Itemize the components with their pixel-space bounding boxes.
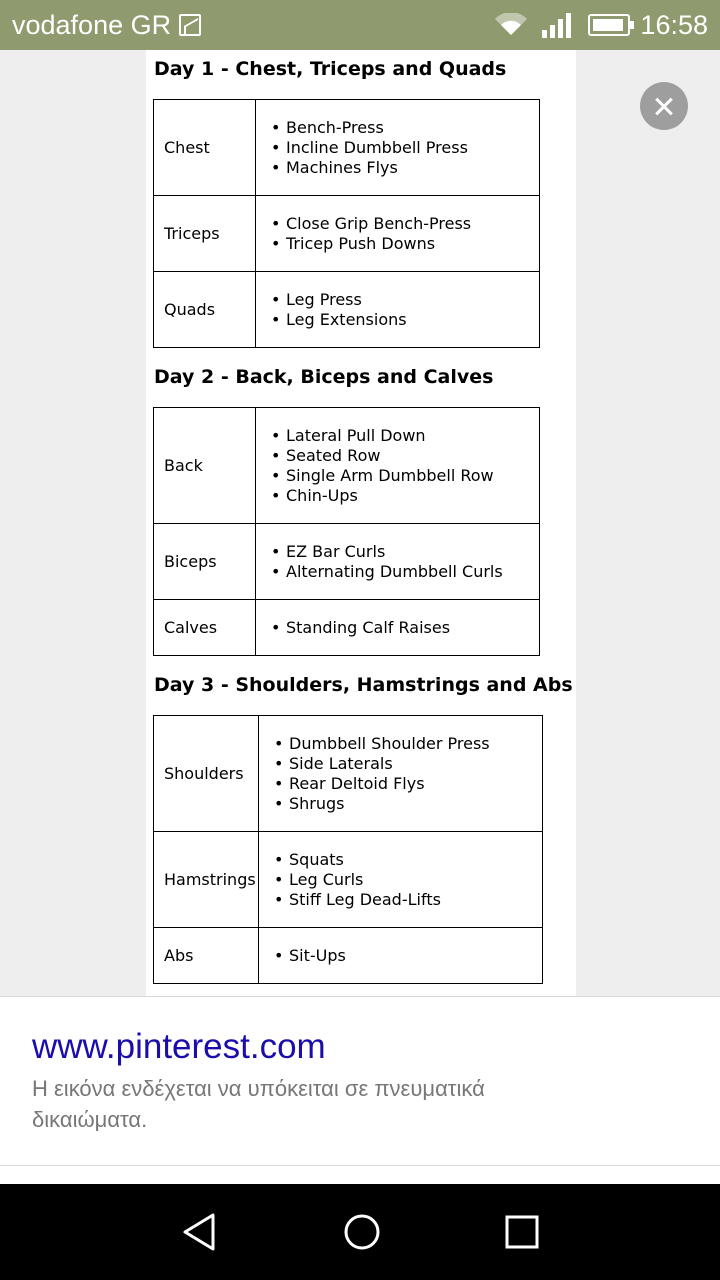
exercise-cell: [259, 928, 543, 984]
recents-button[interactable]: [500, 1210, 544, 1254]
back-triangle-icon: [185, 1215, 213, 1249]
clock: 16:58: [640, 9, 708, 40]
recents-square-icon: [507, 1217, 537, 1247]
table-row: [154, 524, 540, 600]
day-3-title: Day 3 - Shoulders, Hamstrings and Abs: [154, 674, 573, 696]
workout-image[interactable]: [146, 50, 576, 996]
status-bar: [0, 0, 720, 50]
source-info-panel: [0, 996, 720, 1184]
list-item: • Leg Curls: [289, 870, 542, 890]
list-item: • Sit-Ups: [289, 946, 542, 966]
table-row: [154, 196, 540, 272]
list-item: • Side Laterals: [289, 754, 542, 774]
exercise-cell: [256, 408, 540, 524]
list-item: • Leg Press: [286, 290, 539, 310]
table-row: [154, 600, 540, 656]
muscle-cell: Quads: [154, 272, 256, 348]
list-item: • Standing Calf Raises: [286, 618, 539, 638]
table-row: [154, 832, 543, 928]
muscle-cell: Hamstrings: [154, 832, 259, 928]
muscle-cell: Abs: [154, 928, 259, 984]
table-row: [154, 928, 543, 984]
close-button[interactable]: [640, 82, 688, 130]
day-1-title: Day 1 - Chest, Triceps and Quads: [154, 58, 507, 80]
muscle-cell: Calves: [154, 600, 256, 656]
list-item: • Bench-Press: [286, 118, 539, 138]
list-item: • Chin-Ups: [286, 486, 539, 506]
muscle-cell: Chest: [154, 100, 256, 196]
signal-icon: [542, 12, 574, 38]
day-3-table: [153, 715, 543, 984]
image-icon: [179, 14, 201, 36]
muscle-cell: Shoulders: [154, 716, 259, 832]
list-item: • Close Grip Bench-Press: [286, 214, 539, 234]
list-item: • Leg Extensions: [286, 310, 539, 330]
muscle-cell: Back: [154, 408, 256, 524]
list-item: • Shrugs: [289, 794, 542, 814]
divider: [0, 1165, 720, 1166]
exercise-cell: [256, 524, 540, 600]
list-item: • Machines Flys: [286, 158, 539, 178]
table-row: [154, 100, 540, 196]
muscle-cell: Triceps: [154, 196, 256, 272]
carrier-name: vodafone GR: [12, 10, 172, 40]
table-row: [154, 716, 543, 832]
exercise-cell: [256, 600, 540, 656]
home-circle-icon: [346, 1216, 378, 1248]
list-item: • Squats: [289, 850, 542, 870]
day-2-table: [153, 407, 540, 656]
table-row: [154, 272, 540, 348]
table-row: [154, 408, 540, 524]
source-link[interactable]: www.pinterest.com: [32, 1027, 326, 1066]
list-item: • Lateral Pull Down: [286, 426, 539, 446]
navigation-bar: [0, 1184, 720, 1280]
exercise-cell: [256, 272, 540, 348]
status-icons: [494, 8, 708, 42]
exercise-cell: [259, 832, 543, 928]
back-button[interactable]: [180, 1210, 224, 1254]
muscle-cell: Biceps: [154, 524, 256, 600]
exercise-cell: [259, 716, 543, 832]
exercise-cell: [256, 100, 540, 196]
list-item: • Rear Deltoid Flys: [289, 774, 542, 794]
list-item: • Dumbbell Shoulder Press: [289, 734, 542, 754]
day-2-title: Day 2 - Back, Biceps and Calves: [154, 366, 494, 388]
list-item: • EZ Bar Curls: [286, 542, 539, 562]
list-item: • Alternating Dumbbell Curls: [286, 562, 539, 582]
day-1-table: [153, 99, 540, 348]
list-item: • Incline Dumbbell Press: [286, 138, 539, 158]
list-item: • Tricep Push Downs: [286, 234, 539, 254]
list-item: • Single Arm Dumbbell Row: [286, 466, 539, 486]
list-item: • Seated Row: [286, 446, 539, 466]
wifi-icon: [494, 13, 528, 37]
battery-icon: [588, 14, 630, 36]
exercise-cell: [256, 196, 540, 272]
list-item: • Stiff Leg Dead-Lifts: [289, 890, 542, 910]
home-button[interactable]: [340, 1210, 384, 1254]
copyright-notice: Η εικόνα ενδέχεται να υπόκειται σε πνευματικά δικαιώματα.: [32, 1076, 485, 1132]
